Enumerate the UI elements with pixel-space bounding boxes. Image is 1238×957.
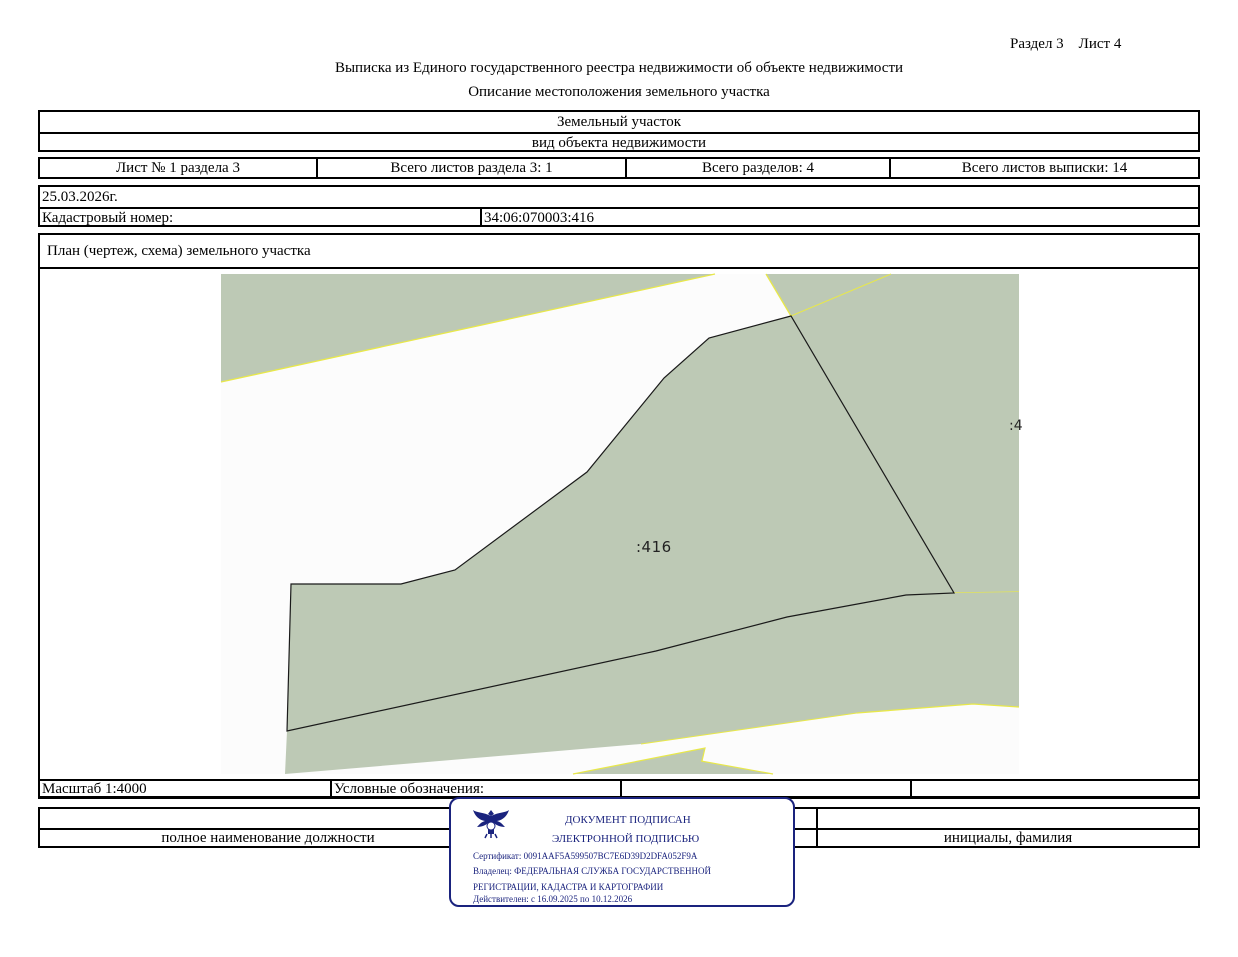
parcel-map bbox=[221, 274, 1023, 774]
initials-caption: инициалы, фамилия bbox=[816, 830, 1198, 847]
total-section-sheets: Всего листов раздела 3: 1 bbox=[316, 159, 625, 177]
object-kind-table bbox=[38, 110, 1200, 152]
object-name: Земельный участок bbox=[556, 113, 682, 130]
parcel-label-neighbor: :4 bbox=[1009, 418, 1023, 434]
parcel-label-416: :416 bbox=[636, 538, 672, 556]
legend-cell-empty-1 bbox=[620, 781, 910, 797]
document-subtitle: Описание местоположения земельного участка bbox=[468, 84, 770, 100]
cadastral-table bbox=[38, 185, 1200, 227]
sheets-table bbox=[38, 157, 1200, 179]
cadastral-number-value: 34:06:070003:416 bbox=[480, 209, 1198, 227]
stamp-validity: Действителен: с 16.09.2025 по 10.12.2026 bbox=[473, 894, 633, 904]
cadastral-number-label: Кадастровый номер: bbox=[42, 209, 174, 226]
stamp-owner-1: Владелец: ФЕДЕРАЛЬНАЯ СЛУЖБА ГОСУДАРСТВЕННОЙ bbox=[473, 866, 712, 876]
stamp-certificate: Сертификат: 0091AAF5A599507BC7E6D39D2DFA052F9A bbox=[473, 851, 698, 861]
sheet-number: Лист № 1 раздела 3 bbox=[116, 159, 240, 176]
signature-blank-name bbox=[816, 809, 1198, 828]
total-sections: Всего разделов: 4 bbox=[625, 159, 889, 177]
scale-label: Масштаб 1:4000 bbox=[42, 780, 147, 797]
legend-cell-empty-2 bbox=[910, 781, 1198, 797]
legend-label: Условные обозначения: bbox=[330, 781, 620, 797]
plan-title: План (чертеж, схема) земельного участка bbox=[47, 243, 311, 259]
extract-date: 25.03.2026г. bbox=[42, 188, 118, 205]
eagle-emblem-icon bbox=[471, 806, 511, 840]
total-extract-sheets: Всего листов выписки: 14 bbox=[889, 159, 1198, 177]
document-title: Выписка из Единого государственного реестра недвижимости об объекте недвижимости bbox=[334, 60, 904, 76]
stamp-line-1: ДОКУМЕНТ ПОДПИСАН bbox=[565, 814, 691, 826]
section-sheet-label: Раздел 3 Лист 4 bbox=[1010, 36, 1122, 52]
stamp-owner-2: РЕГИСТРАЦИИ, КАДАСТРА И КАРТОГРАФИИ bbox=[473, 882, 664, 892]
electronic-signature-stamp bbox=[449, 797, 795, 907]
position-caption: полное наименование должности bbox=[161, 830, 375, 846]
plan-section bbox=[38, 233, 1200, 798]
stamp-line-2: ЭЛЕКТРОННОЙ ПОДПИСЬЮ bbox=[552, 833, 700, 845]
legend-table bbox=[38, 779, 1200, 799]
object-kind-caption: вид объекта недвижимости bbox=[531, 134, 707, 151]
